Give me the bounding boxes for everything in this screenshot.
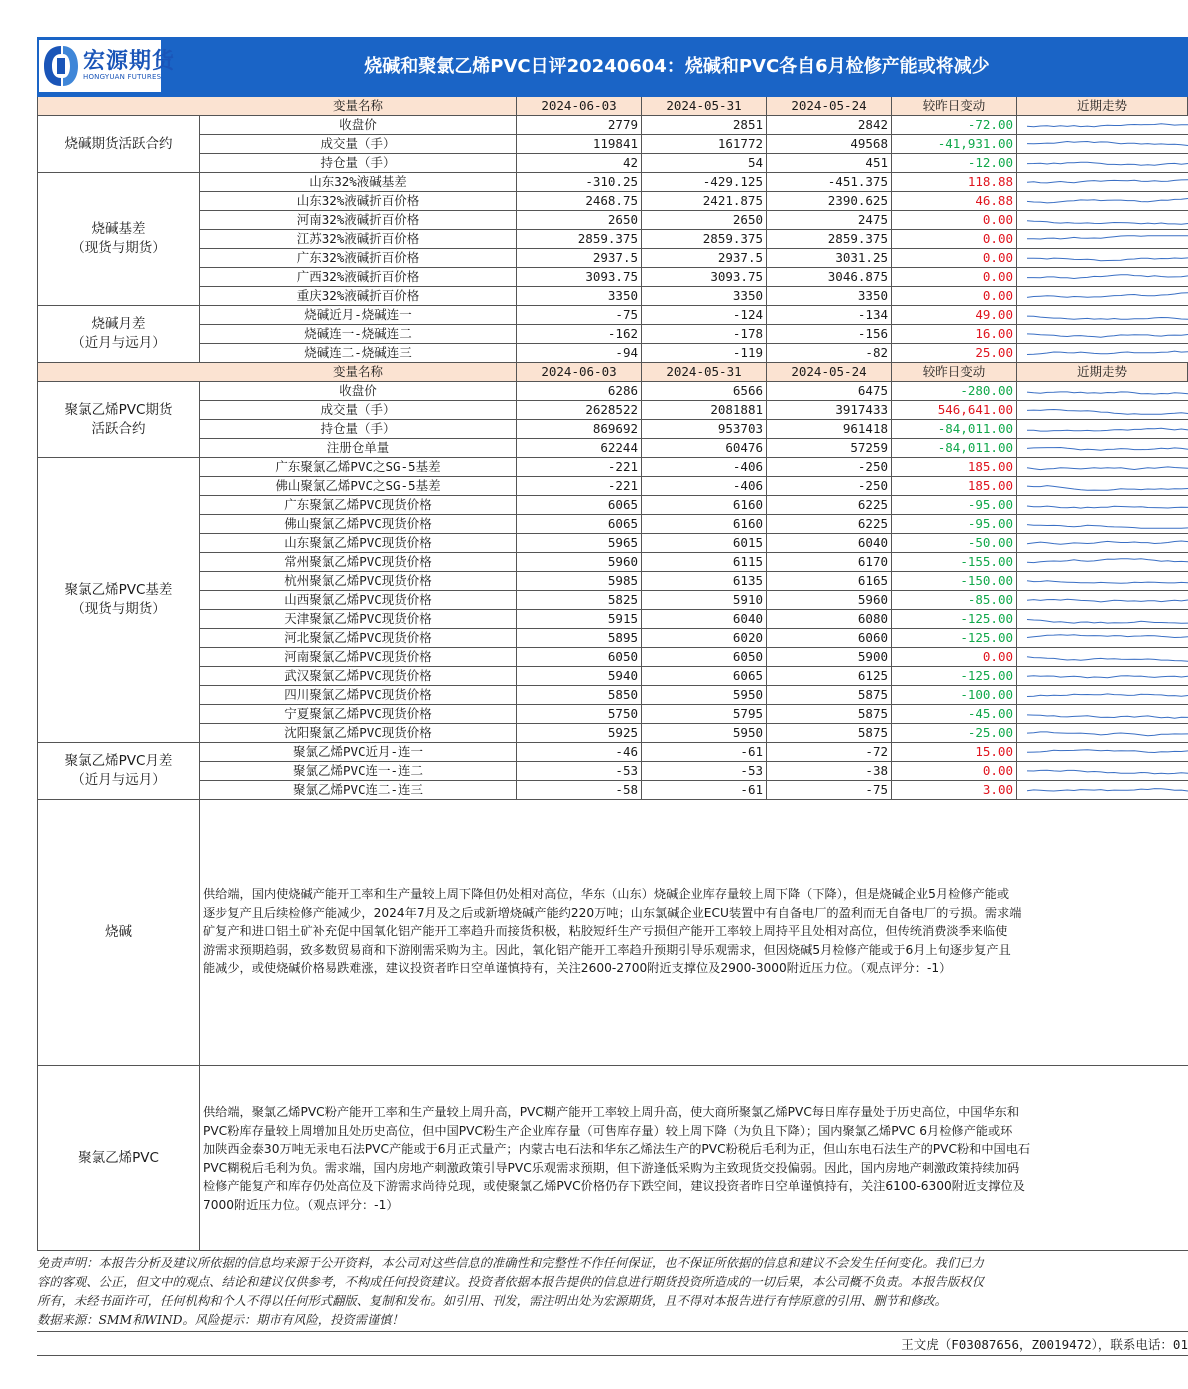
variable-name: 山东聚氯乙烯PVC现货价格 [200, 534, 517, 553]
value-cell: 6566 [642, 382, 767, 401]
value-cell: 57259 [767, 439, 892, 458]
value-cell: 5950 [642, 724, 767, 743]
value-cell: -156 [767, 325, 892, 344]
value-cell: 5750 [517, 705, 642, 724]
value-cell: 5940 [517, 667, 642, 686]
commentary-text [200, 800, 1188, 1066]
commentary-line: 7000附近压力位。（观点评分：-1） [203, 1198, 399, 1212]
sparkline [1017, 401, 1188, 420]
variable-name: 收盘价 [200, 382, 517, 401]
value-cell: 6160 [642, 496, 767, 515]
value-cell: -72 [767, 743, 892, 762]
value-cell: -406 [642, 477, 767, 496]
value-cell: 3093.75 [642, 268, 767, 287]
value-cell: 6050 [517, 648, 642, 667]
commentary-line: PVC粉库存量较上周增加且处历史高位，但中国PVC粉生产企业库存量（可售库存量）较上周下降（为负且下降）；国内聚氯乙烯PVC 6月检修产能或环 [203, 1123, 1013, 1138]
sparkline [1017, 667, 1188, 686]
variable-name: 天津聚氯乙烯PVC现货价格 [200, 610, 517, 629]
commentary-text [200, 1066, 1188, 1251]
sparkline [1017, 610, 1188, 629]
change-cell: 0.00 [892, 762, 1017, 781]
change-cell: -95.00 [892, 515, 1017, 534]
sparkline [1017, 306, 1188, 325]
sparkline [1017, 515, 1188, 534]
sparkline [1017, 629, 1188, 648]
value-cell: 3031.25 [767, 249, 892, 268]
variable-name: 沈阳聚氯乙烯PVC现货价格 [200, 724, 517, 743]
column-header-date: 2024-05-31 [642, 97, 767, 116]
commentary-line: 加陕西金泰30万吨无汞电石法PVC产能或于6月正式量产；内蒙古电石法和华东乙烯法生产的PVC粉税后毛利为正，但山东电石法生产的PVC粉和中国电石 [203, 1142, 1031, 1157]
value-cell: -119 [642, 344, 767, 363]
column-header-change: 较昨日变动 [892, 363, 1017, 382]
sparkline [1017, 534, 1188, 553]
change-cell: -84,011.00 [892, 439, 1017, 458]
brand-logo [39, 40, 176, 92]
value-cell: 2842 [767, 116, 892, 135]
change-cell: 546,641.00 [892, 401, 1017, 420]
variable-name: 烧碱连一-烧碱连二 [200, 325, 517, 344]
sparkline [1017, 211, 1188, 230]
value-cell: 5895 [517, 629, 642, 648]
commentary-line: 供给端，聚氯乙烯PVC粉产能开工率和生产量较上周升高，PVC糊产能开工率较上周升高，使大商所聚氯乙烯PVC每日库存量处于历史高位，中国华东和 [203, 1105, 1020, 1119]
commentary-label: 聚氯乙烯PVC [37, 1066, 200, 1251]
change-cell: -45.00 [892, 705, 1017, 724]
sparkline [1017, 477, 1188, 496]
variable-name: 成交量（手） [200, 135, 517, 154]
value-cell: -94 [517, 344, 642, 363]
sparkline [1017, 268, 1188, 287]
change-cell: 185.00 [892, 477, 1017, 496]
value-cell: 6080 [767, 610, 892, 629]
column-header-date: 2024-06-03 [517, 97, 642, 116]
column-header-name: 变量名称 [200, 97, 517, 116]
commentary-line: PVC糊税后毛利为负。需求端，国内房地产刺激政策引导PVC乐观需求预期，但下游逢低采购为主致现货交投偏弱。因此，国内房地产刺激政策持续加码 [203, 1160, 1020, 1175]
report-title: 烧碱和聚氯乙烯PVC日评20240604：烧碱和PVC各自6月检修产能或将减少 [364, 56, 990, 77]
sparkline [1017, 553, 1188, 572]
value-cell: 5875 [767, 724, 892, 743]
value-cell: -178 [642, 325, 767, 344]
group-label: 烧碱期货活跃合约 [37, 116, 200, 173]
column-header-date: 2024-05-24 [767, 97, 892, 116]
value-cell: 5950 [642, 686, 767, 705]
report-header [37, 37, 1188, 98]
value-cell: -124 [642, 306, 767, 325]
value-cell: 6065 [517, 496, 642, 515]
value-cell: 2650 [517, 211, 642, 230]
sparkline [1017, 230, 1188, 249]
variable-name: 杭州聚氯乙烯PVC现货价格 [200, 572, 517, 591]
value-cell: 2650 [642, 211, 767, 230]
group-label: 聚氯乙烯PVC月差 （近月与远月） [37, 743, 200, 800]
value-cell: -250 [767, 477, 892, 496]
change-cell: -125.00 [892, 667, 1017, 686]
sparkline [1017, 781, 1188, 800]
variable-name: 山东32%液碱折百价格 [200, 192, 517, 211]
change-cell: 25.00 [892, 344, 1017, 363]
disclaimer-line: 容的客观、公正，但文中的观点、结论和建议仅供参考，不构成任何投资建议。投资者依据本报告提供的信息进行期货投资所造成的一切后果，本公司概不负责。本报告版权仅 [37, 1275, 984, 1289]
group-label: 聚氯乙烯PVC期货 活跃合约 [37, 382, 200, 458]
value-cell: 5910 [642, 591, 767, 610]
sparkline [1017, 116, 1188, 135]
data-table [37, 97, 1188, 1251]
change-cell: 0.00 [892, 211, 1017, 230]
column-header-trend: 近期走势 [1017, 97, 1188, 116]
change-cell: -41,931.00 [892, 135, 1017, 154]
value-cell: 6040 [642, 610, 767, 629]
sparkline [1017, 439, 1188, 458]
sparkline [1017, 344, 1188, 363]
value-cell: -162 [517, 325, 642, 344]
value-cell: 3350 [517, 287, 642, 306]
change-cell: -12.00 [892, 154, 1017, 173]
value-cell: -58 [517, 781, 642, 800]
variable-name: 四川聚氯乙烯PVC现货价格 [200, 686, 517, 705]
column-header-name: 变量名称 [200, 363, 517, 382]
commentary-line: 游需求预期趋弱，致多数贸易商和下游刚需采购为主。因此，氧化铝产能开工率趋升预期引导乐观需求，但因烧碱5月检修产能或于6月上旬逐步复产且 [203, 942, 1011, 957]
sparkline [1017, 686, 1188, 705]
variable-name: 河南32%液碱折百价格 [200, 211, 517, 230]
group-label: 烧碱月差 （近月与远月） [37, 306, 200, 363]
disclaimer [37, 1254, 1188, 1330]
column-header-date: 2024-05-24 [767, 363, 892, 382]
value-cell: 2937.5 [642, 249, 767, 268]
value-cell: 953703 [642, 420, 767, 439]
value-cell: -46 [517, 743, 642, 762]
value-cell: 451 [767, 154, 892, 173]
variable-name: 山西聚氯乙烯PVC现货价格 [200, 591, 517, 610]
variable-name: 收盘价 [200, 116, 517, 135]
commentary-line: 检修产能复产和库存仍处高位及下游需求尚待兑现，或使聚氯乙烯PVC价格仍存下跌空间，建议投资者昨日空单谨慎持有，关注6100-6300附近支撑位及 [203, 1179, 1025, 1194]
variable-name: 广东聚氯乙烯PVC现货价格 [200, 496, 517, 515]
value-cell: 5915 [517, 610, 642, 629]
change-cell: 46.88 [892, 192, 1017, 211]
change-cell: 0.00 [892, 230, 1017, 249]
value-cell: 6225 [767, 515, 892, 534]
data-source-line: 数据来源：SMM和WIND。风险提示：期市有风险，投资需谨慎！ [37, 1313, 404, 1327]
value-cell: 6040 [767, 534, 892, 553]
change-cell: -25.00 [892, 724, 1017, 743]
commentary-line: 矿复产和进口铝土矿补充促中国氧化铝产能开工率趋升而接货积极，粘胶短纤生产亏损但产能开工率较上周持平且处相对高位，但传统消费淡季来临使 [203, 924, 1008, 939]
table-border [37, 97, 38, 1251]
disclaimer-line: 所有，未经书面许可，任何机构和个人不得以任何形式翻版、复制和发布。如引用、刊发，需注明出处为宏源期货，且不得对本报告进行有悖原意的引用、删节和修改。 [37, 1294, 947, 1308]
change-cell: 3.00 [892, 781, 1017, 800]
change-cell: 0.00 [892, 268, 1017, 287]
value-cell: 5795 [642, 705, 767, 724]
change-cell: 118.88 [892, 173, 1017, 192]
value-cell: 2475 [767, 211, 892, 230]
value-cell: 54 [642, 154, 767, 173]
sparkline [1017, 382, 1188, 401]
commentary-line: 供给端，国内使烧碱产能开工率和生产量较上周下降但仍处相对高位，华东（山东）烧碱企业库存量较上周下降（下降），但是烧碱企业5月检修产能或 [203, 887, 1010, 901]
column-header-spacer [37, 97, 200, 116]
value-cell: -53 [517, 762, 642, 781]
variable-name: 广西32%液碱折百价格 [200, 268, 517, 287]
value-cell: -53 [642, 762, 767, 781]
value-cell: 5825 [517, 591, 642, 610]
value-cell: -75 [767, 781, 892, 800]
value-cell: -221 [517, 458, 642, 477]
column-header-date: 2024-05-31 [642, 363, 767, 382]
footer-divider [37, 1331, 1188, 1332]
change-cell: -84,011.00 [892, 420, 1017, 439]
value-cell: -429.125 [642, 173, 767, 192]
sparkline [1017, 458, 1188, 477]
variable-name: 河北聚氯乙烯PVC现货价格 [200, 629, 517, 648]
value-cell: 5960 [767, 591, 892, 610]
hongyuan-logo-icon [42, 44, 80, 88]
value-cell: 5925 [517, 724, 642, 743]
value-cell: -310.25 [517, 173, 642, 192]
value-cell: 6475 [767, 382, 892, 401]
value-cell: 42 [517, 154, 642, 173]
change-cell: 15.00 [892, 743, 1017, 762]
value-cell: 6060 [767, 629, 892, 648]
value-cell: -38 [767, 762, 892, 781]
value-cell: 2937.5 [517, 249, 642, 268]
sparkline [1017, 743, 1188, 762]
value-cell: -61 [642, 743, 767, 762]
value-cell: 2468.75 [517, 192, 642, 211]
value-cell: 3093.75 [517, 268, 642, 287]
value-cell: 6020 [642, 629, 767, 648]
value-cell: 6160 [642, 515, 767, 534]
sparkline [1017, 420, 1188, 439]
value-cell: 5875 [767, 705, 892, 724]
change-cell: -280.00 [892, 382, 1017, 401]
change-cell: 49.00 [892, 306, 1017, 325]
value-cell: 2859.375 [767, 230, 892, 249]
change-cell: 0.00 [892, 287, 1017, 306]
variable-name: 烧碱连二-烧碱连三 [200, 344, 517, 363]
value-cell: -250 [767, 458, 892, 477]
value-cell: -75 [517, 306, 642, 325]
value-cell: 3917433 [767, 401, 892, 420]
disclaimer-line: 免责声明：本报告分析及建议所依据的信息均来源于公开资料，本公司对这些信息的准确性和完整性不作任何保证，也不保证所依据的信息和建议不会发生任何变化。我们已力 [37, 1256, 984, 1270]
change-cell: -85.00 [892, 591, 1017, 610]
value-cell: 2851 [642, 116, 767, 135]
column-header-spacer [37, 363, 200, 382]
variable-name: 聚氯乙烯PVC连二-连三 [200, 781, 517, 800]
variable-name: 重庆32%液碱折百价格 [200, 287, 517, 306]
value-cell: 2390.625 [767, 192, 892, 211]
value-cell: 2859.375 [642, 230, 767, 249]
value-cell: 6165 [767, 572, 892, 591]
variable-name: 持仓量（手） [200, 154, 517, 173]
variable-name: 聚氯乙烯PVC连一-连二 [200, 762, 517, 781]
commentary-line: 逐步复产且后续检修产能减少，2024年7月及之后或新增烧碱产能约220万吨；山东氯碱企业ECU装置中有自备电厂的盈利而无自备电厂的亏损。需求端 [203, 905, 1022, 920]
variable-name: 江苏32%液碱折百价格 [200, 230, 517, 249]
change-cell: -125.00 [892, 610, 1017, 629]
analyst-contact: 王文虎（F03087656，Z0019472），联系电话：01 [901, 1337, 1188, 1352]
change-cell: -155.00 [892, 553, 1017, 572]
variable-name: 武汉聚氯乙烯PVC现货价格 [200, 667, 517, 686]
commentary-label: 烧碱 [37, 800, 200, 1066]
value-cell: 2859.375 [517, 230, 642, 249]
value-cell: -82 [767, 344, 892, 363]
value-cell: 6225 [767, 496, 892, 515]
value-cell: 5850 [517, 686, 642, 705]
change-cell: 185.00 [892, 458, 1017, 477]
value-cell: 3350 [767, 287, 892, 306]
sparkline [1017, 724, 1188, 743]
variable-name: 广东聚氯乙烯PVC之SG-5基差 [200, 458, 517, 477]
variable-name: 山东32%液碱基差 [200, 173, 517, 192]
change-cell: -72.00 [892, 116, 1017, 135]
value-cell: -61 [642, 781, 767, 800]
value-cell: -406 [642, 458, 767, 477]
change-cell: -125.00 [892, 629, 1017, 648]
sparkline [1017, 648, 1188, 667]
value-cell: 2081881 [642, 401, 767, 420]
value-cell: 2421.875 [642, 192, 767, 211]
value-cell: 961418 [767, 420, 892, 439]
value-cell: -221 [517, 477, 642, 496]
brand-name-cn: 宏源期货 [83, 49, 176, 74]
value-cell: 869692 [517, 420, 642, 439]
value-cell: 119841 [517, 135, 642, 154]
value-cell: 2779 [517, 116, 642, 135]
value-cell: 3046.875 [767, 268, 892, 287]
sparkline [1017, 591, 1188, 610]
group-label: 聚氯乙烯PVC基差 （现货与期货） [37, 458, 200, 743]
value-cell: 6015 [642, 534, 767, 553]
commentary-line: 能减少，或使烧碱价格易跌难涨，建议投资者昨日空单谨慎持有，关注2600-2700附近支撑位及2900-3000附近压力位。（观点评分：-1） [203, 961, 952, 976]
value-cell: 6125 [767, 667, 892, 686]
value-cell: 6115 [642, 553, 767, 572]
value-cell: 5960 [517, 553, 642, 572]
sparkline [1017, 496, 1188, 515]
value-cell: 5900 [767, 648, 892, 667]
sparkline [1017, 705, 1188, 724]
sparkline [1017, 249, 1188, 268]
value-cell: 5965 [517, 534, 642, 553]
sparkline [1017, 192, 1188, 211]
variable-name: 佛山聚氯乙烯PVC现货价格 [200, 515, 517, 534]
change-cell: -95.00 [892, 496, 1017, 515]
value-cell: -451.375 [767, 173, 892, 192]
variable-name: 注册仓单量 [200, 439, 517, 458]
variable-name: 常州聚氯乙烯PVC现货价格 [200, 553, 517, 572]
value-cell: 2628522 [517, 401, 642, 420]
group-label: 烧碱基差 （现货与期货） [37, 173, 200, 306]
column-header-change: 较昨日变动 [892, 97, 1017, 116]
sparkline [1017, 287, 1188, 306]
value-cell: 6135 [642, 572, 767, 591]
change-cell: -150.00 [892, 572, 1017, 591]
value-cell: 5875 [767, 686, 892, 705]
variable-name: 持仓量（手） [200, 420, 517, 439]
value-cell: 3350 [642, 287, 767, 306]
variable-name: 聚氯乙烯PVC近月-连一 [200, 743, 517, 762]
value-cell: 6065 [517, 515, 642, 534]
value-cell: 6286 [517, 382, 642, 401]
value-cell: 6065 [642, 667, 767, 686]
variable-name: 成交量（手） [200, 401, 517, 420]
value-cell: 60476 [642, 439, 767, 458]
sparkline [1017, 762, 1188, 781]
change-cell: 0.00 [892, 648, 1017, 667]
value-cell: 62244 [517, 439, 642, 458]
variable-name: 佛山聚氯乙烯PVC之SG-5基差 [200, 477, 517, 496]
change-cell: -100.00 [892, 686, 1017, 705]
brand-name-en: HONGYUAN FUTURES [83, 73, 162, 81]
variable-name: 烧碱近月-烧碱连一 [200, 306, 517, 325]
value-cell: -134 [767, 306, 892, 325]
column-header-date: 2024-06-03 [517, 363, 642, 382]
sparkline [1017, 325, 1188, 344]
sparkline [1017, 135, 1188, 154]
value-cell: 49568 [767, 135, 892, 154]
column-header-trend: 近期走势 [1017, 363, 1188, 382]
sparkline [1017, 173, 1188, 192]
change-cell: 16.00 [892, 325, 1017, 344]
change-cell: 0.00 [892, 249, 1017, 268]
value-cell: 5985 [517, 572, 642, 591]
sparkline [1017, 154, 1188, 173]
variable-name: 河南聚氯乙烯PVC现货价格 [200, 648, 517, 667]
change-cell: -50.00 [892, 534, 1017, 553]
sparkline [1017, 572, 1188, 591]
value-cell: 161772 [642, 135, 767, 154]
variable-name: 广东32%液碱折百价格 [200, 249, 517, 268]
value-cell: 6050 [642, 648, 767, 667]
value-cell: 6170 [767, 553, 892, 572]
footer-divider [37, 1355, 1188, 1356]
variable-name: 宁夏聚氯乙烯PVC现货价格 [200, 705, 517, 724]
